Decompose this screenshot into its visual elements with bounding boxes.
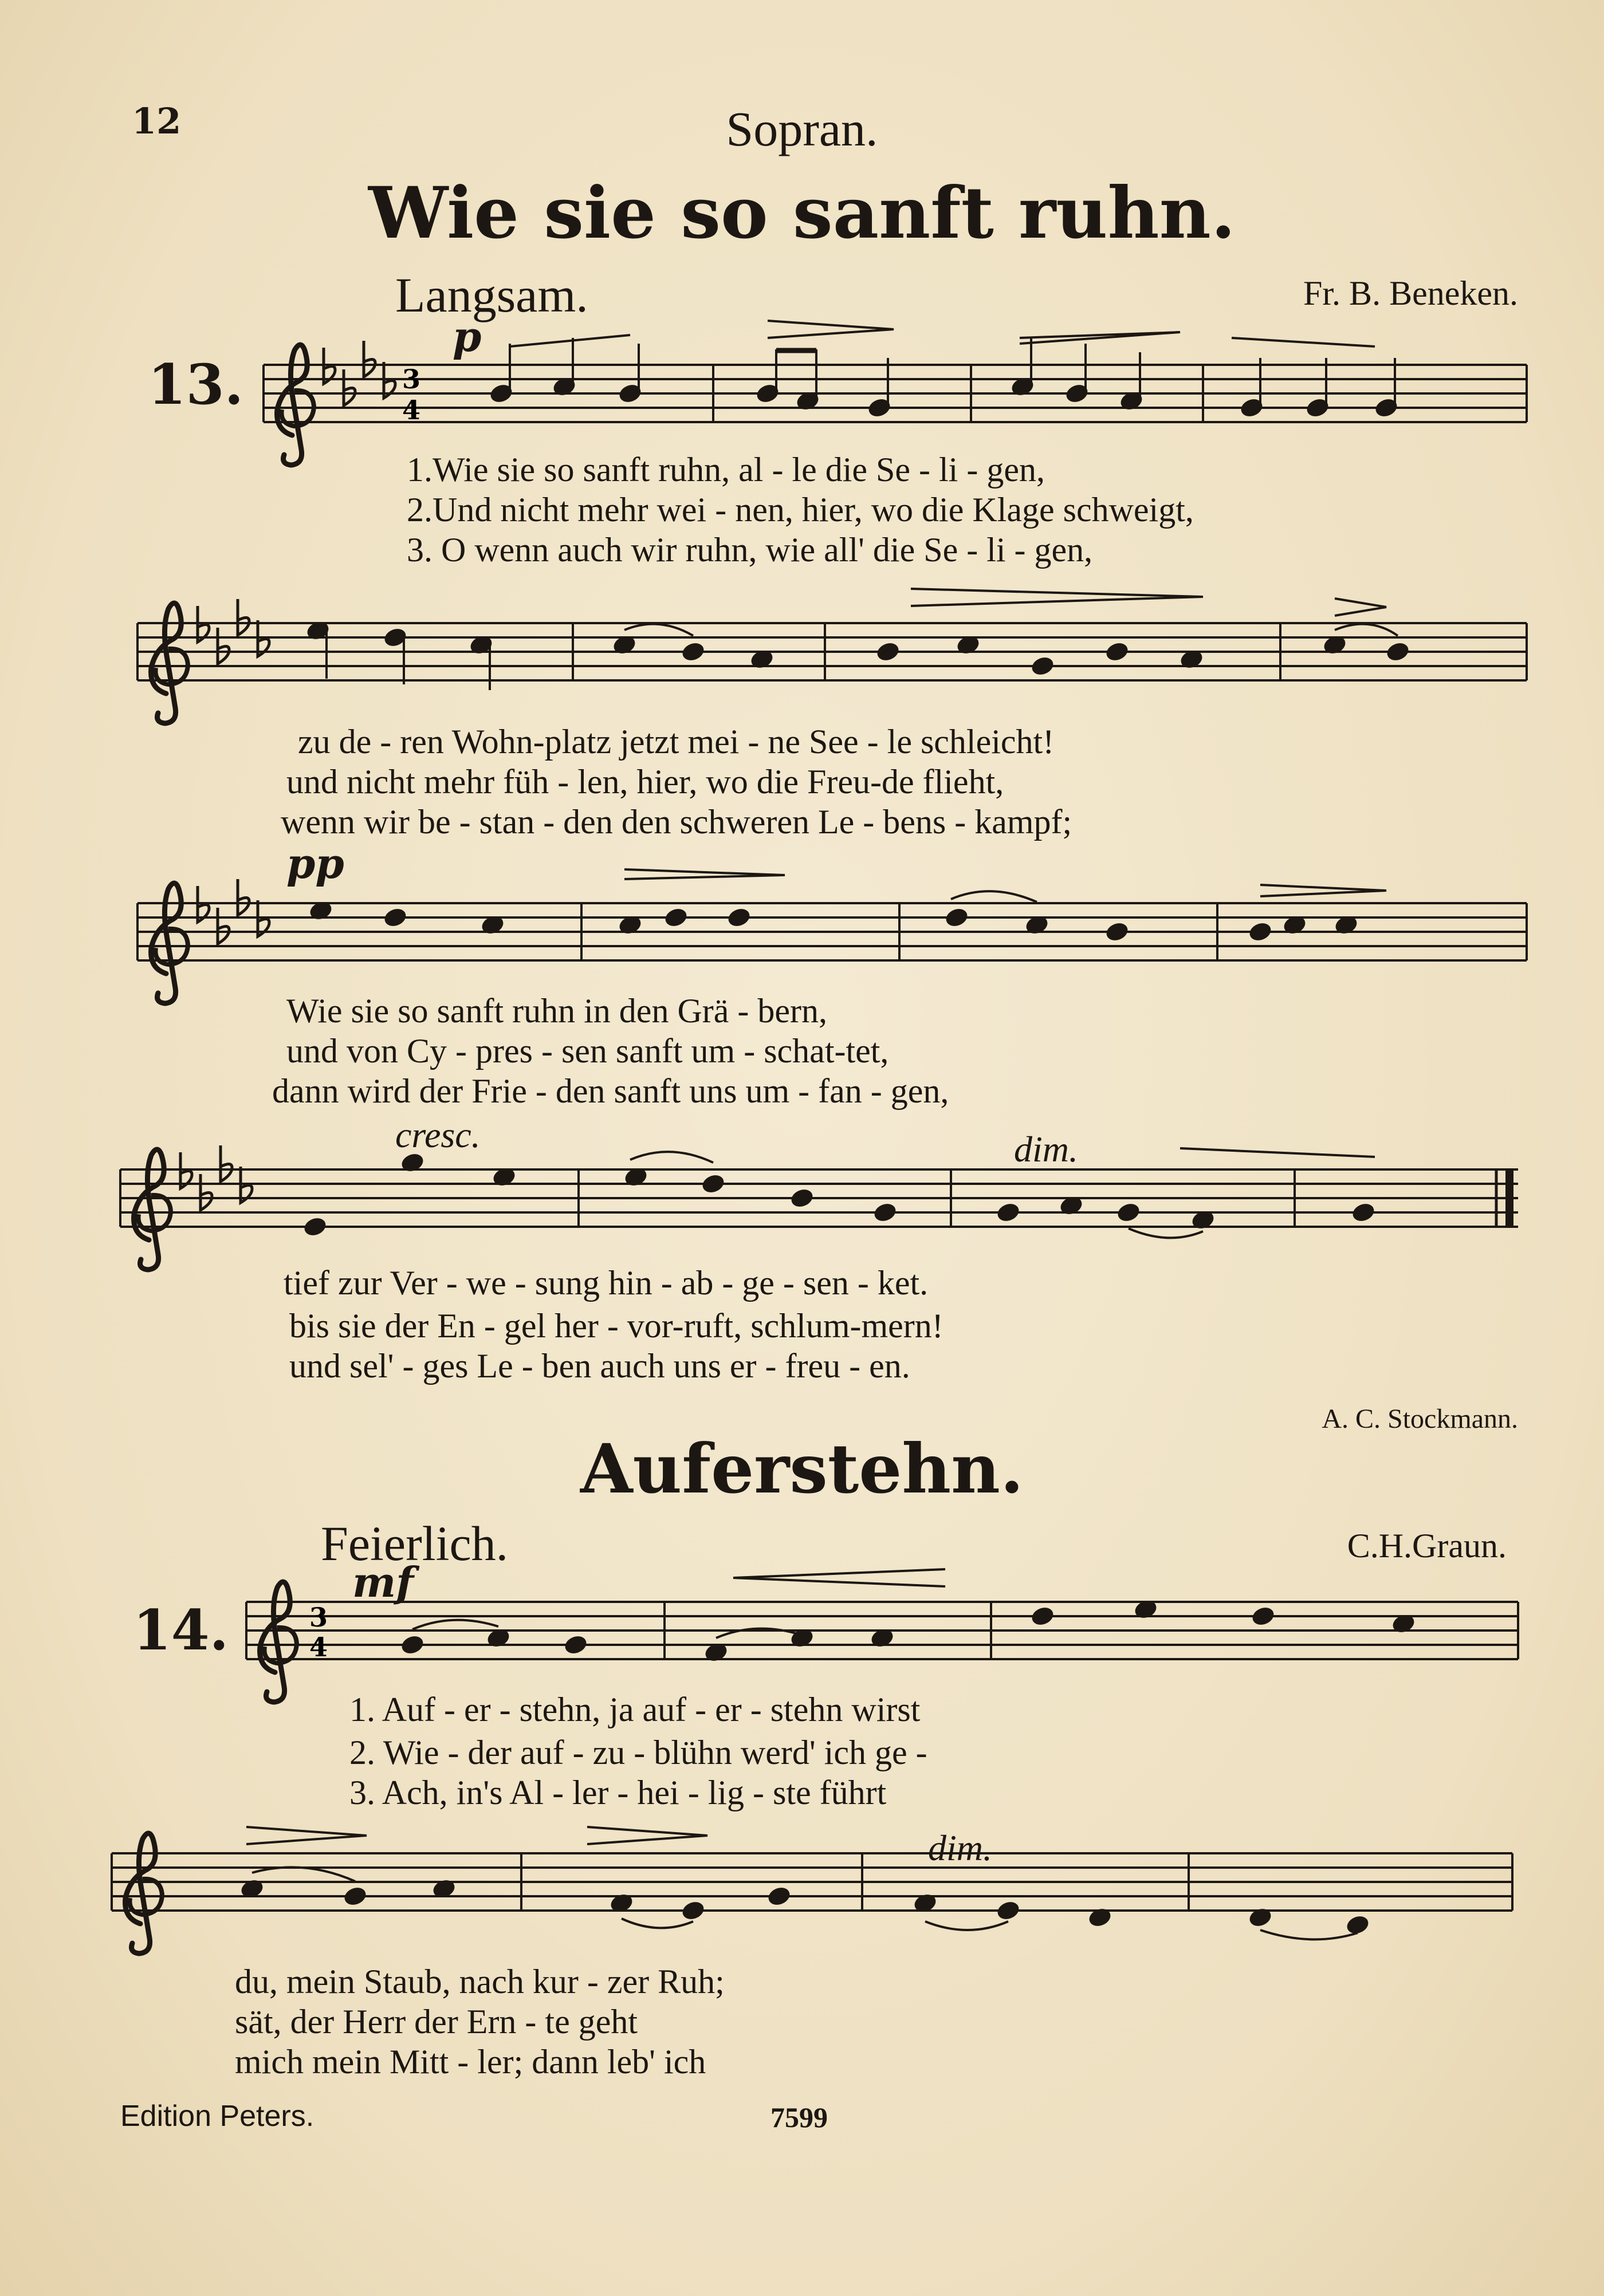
dynamic-pp: pp: [286, 839, 344, 888]
lyric-line: wenn wir be - stan - den den schweren Le - bens - kampf;: [281, 803, 1072, 841]
lyric-line: 2.Und nicht mehr wei - nen, hier, wo die Klage schweigt,: [407, 491, 1194, 529]
lyric-line: und sel' - ges Le - ben auch uns er - freu - en.: [289, 1347, 910, 1385]
voice-part-label: Sopran.: [726, 101, 878, 156]
song-title: Auferstehn.: [580, 1429, 1024, 1509]
composer-credit: C.H.Graun.: [1347, 1527, 1507, 1565]
tempo-marking: Feierlich.: [321, 1516, 509, 1571]
svg-text:3: 3: [309, 1602, 328, 1633]
svg-text:4: 4: [402, 395, 421, 426]
lyric-line: und von Cy - pres - sen sanft um - schat-tet,: [286, 1032, 889, 1070]
lyric-line: 3. Ach, in's Al - ler - hei - lig - ste führt: [349, 1774, 887, 1811]
svg-text:3: 3: [402, 364, 421, 395]
song-title: Wie sie so sanft ruhn.: [368, 172, 1236, 255]
staff-system-2: [137, 589, 1527, 723]
lyric-line: 1. Auf - er - stehn, ja auf - er - stehn wirst: [349, 1691, 921, 1728]
lyric-line: 3. O wenn auch wir ruhn, wie all' die Se - li - gen,: [407, 531, 1093, 569]
dynamic-cresc: cresc.: [395, 1114, 481, 1155]
staff-system-3: [137, 869, 1527, 1003]
plate-number: 7599: [770, 2101, 828, 2133]
lyric-line: 2. Wie - der auf - zu - blühn werd' ich ge -: [349, 1734, 927, 1771]
lyric-line: dann wird der Frie - den sanft uns um - fan - gen,: [272, 1072, 949, 1110]
lyric-line: mich mein Mitt - ler; dann leb' ich: [235, 2043, 706, 2081]
lyric-line: zu de - ren Wohn-platz jetzt mei - ne See - le schleicht!: [298, 723, 1055, 761]
song-number: 14.: [133, 1598, 229, 1663]
svg-text:4: 4: [309, 1632, 328, 1663]
lyric-line: 1.Wie sie so sanft ruhn, al - le die Se - li - gen,: [407, 451, 1045, 489]
staff-system-4: [120, 1145, 1518, 1270]
edition-label: Edition Peters.: [120, 2100, 314, 2133]
poet-credit: A. C. Stockmann.: [1322, 1404, 1518, 1434]
song-number: 13.: [148, 352, 244, 417]
staff-system-6: [112, 1827, 1512, 1954]
lyric-line: sät, der Herr der Ern - te geht: [235, 2003, 638, 2041]
composer-credit: Fr. B. Beneken.: [1303, 274, 1518, 312]
tempo-marking: Langsam.: [395, 267, 588, 322]
lyric-line: und nicht mehr füh - len, hier, wo die Freu-de flieht,: [286, 763, 1004, 801]
lyric-line: bis sie der En - gel her - vor-ruft, schlum-mern!: [289, 1307, 943, 1345]
lyric-line: Wie sie so sanft ruhn in den Grä - bern,: [286, 992, 827, 1030]
dynamic-p: p: [453, 312, 482, 361]
lyric-line: du, mein Staub, nach kur - zer Ruh;: [235, 1963, 725, 2000]
page-number: 12: [132, 100, 182, 142]
lyric-line: tief zur Ver - we - sung hin - ab - ge - sen - ket.: [284, 1264, 929, 1302]
staff-system-5: [246, 1569, 1518, 1702]
dynamic-dim: dim.: [928, 1828, 992, 1868]
dynamic-mf: mf: [352, 1558, 414, 1606]
dynamic-dim: dim.: [1014, 1129, 1078, 1169]
